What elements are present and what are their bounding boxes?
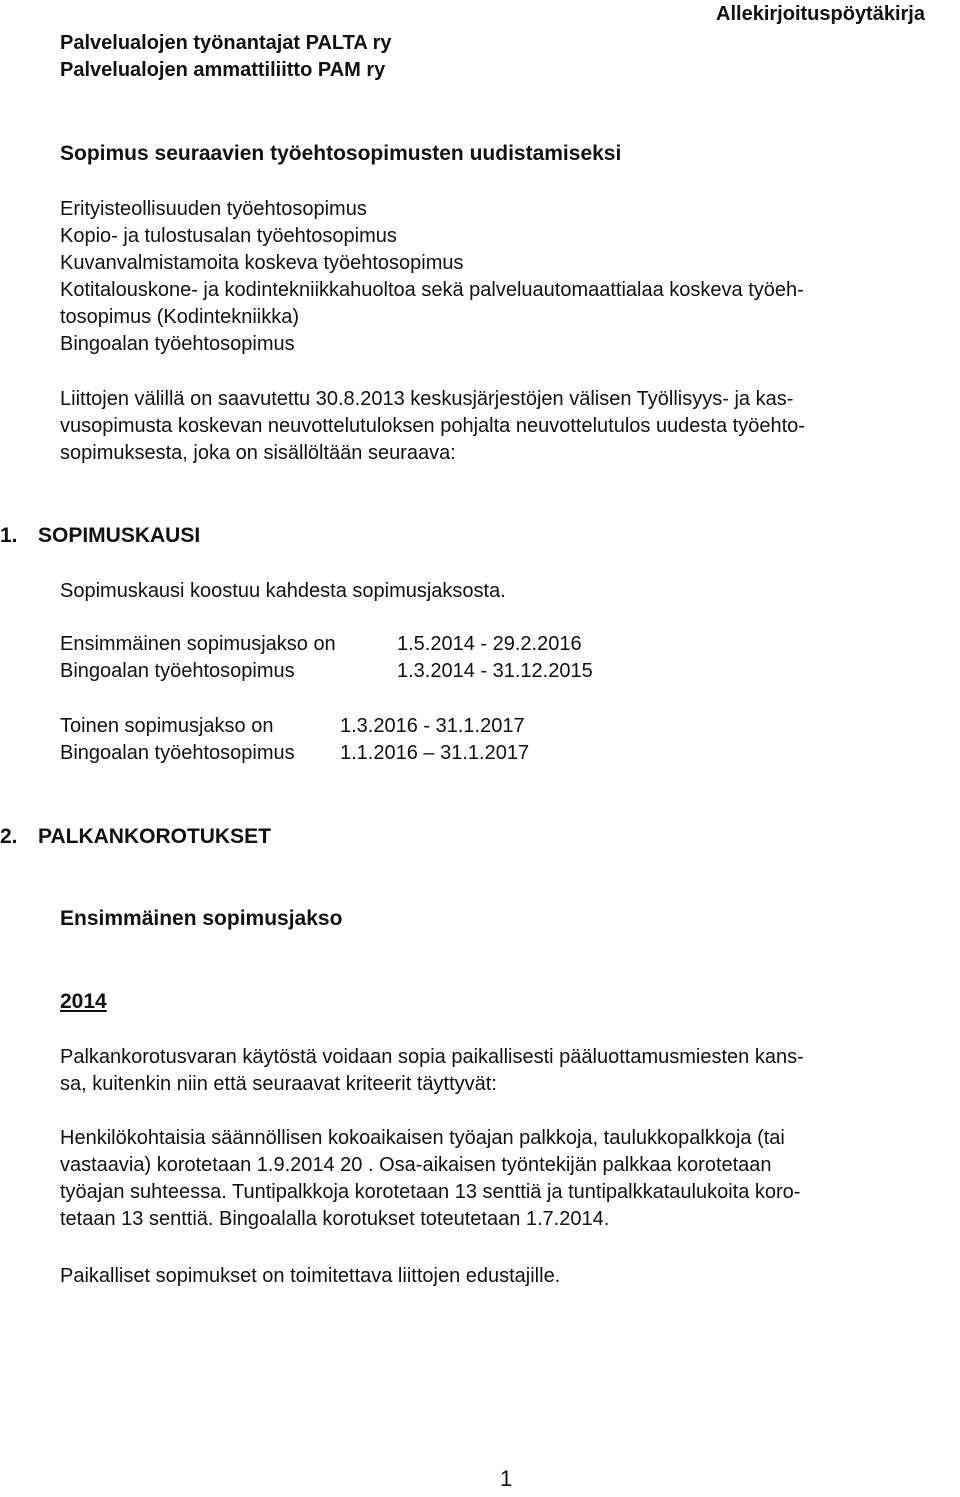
- agreement-item: Kuvanvalmistamoita koskeva työehtosopimus: [60, 252, 464, 274]
- paragraph-local-delivery: Paikalliset sopimukset on toimitettava liittojen edustajille.: [60, 1265, 561, 1287]
- section-title: PALKANKOROTUKSET: [38, 825, 271, 848]
- paragraph-line: Palkankorotusvaran käytöstä voidaan sopia paikallisesti pääluottamusmiesten kans-: [60, 1046, 804, 1068]
- bingo-dates: 1.1.2016 – 31.1.2017: [340, 742, 530, 764]
- agreement-item: Kopio- ja tulostusalan työehtosopimus: [60, 225, 397, 247]
- section-title: SOPIMUSKAUSI: [38, 524, 201, 547]
- intro-line: Liittojen välillä on saavutettu 30.8.2013 keskusjärjestöjen välisen Työllisyys- ja kas-: [60, 388, 794, 410]
- paragraph-line: työajan suhteessa. Tuntipalkkoja korotetaan 13 senttiä ja tuntipalkkataulukoita koro-: [60, 1181, 801, 1203]
- agreement-item: Bingoalan työehtosopimus: [60, 333, 295, 355]
- first-period-dates: 1.5.2014 - 29.2.2016: [397, 633, 582, 655]
- first-period-subheading: Ensimmäinen sopimusjakso: [60, 907, 343, 930]
- document-title: Sopimus seuraavien työehtosopimusten uudistamiseksi: [60, 142, 622, 165]
- paragraph-line: Henkilökohtaisia säännöllisen kokoaikaisen työajan palkkoja, taulukkopalkkoja (tai: [60, 1127, 785, 1149]
- agreement-item: Erityisteollisuuden työehtosopimus: [60, 198, 367, 220]
- document-type: Allekirjoituspöytäkirja: [716, 3, 925, 25]
- intro-line: sopimuksesta, joka on sisällöltään seuraava:: [60, 442, 456, 464]
- year-heading: 2014: [60, 990, 107, 1013]
- paragraph-line: vastaavia) korotetaan 1.9.2014 20 . Osa-aikaisen työntekijän palkkaa korotetaan: [60, 1154, 772, 1176]
- first-period-label: Ensimmäinen sopimusjakso on: [60, 633, 336, 655]
- paragraph-line: sa, kuitenkin niin että seuraavat kriteerit täyttyvät:: [60, 1073, 497, 1095]
- paragraph-line: tetaan 13 senttiä. Bingoalalla korotukset toteutetaan 1.7.2014.: [60, 1208, 610, 1230]
- page-number: 1: [500, 1466, 513, 1491]
- agreement-item: tosopimus (Kodintekniikka): [60, 306, 299, 328]
- section-number: 1.: [0, 524, 18, 547]
- section-2-heading: [0, 825, 271, 849]
- second-period-row: [60, 715, 525, 738]
- second-period-label: Toinen sopimusjakso on: [60, 715, 274, 737]
- agreement-item: Kotitalouskone- ja kodintekniikkahuoltoa sekä palveluautomaattialaa koskeva työeh-: [60, 279, 804, 301]
- bingo-dates: 1.3.2014 - 31.12.2015: [397, 660, 593, 682]
- second-period-dates: 1.3.2016 - 31.1.2017: [340, 715, 525, 737]
- organization-union: Palvelualojen ammattiliitto PAM ry: [60, 59, 386, 81]
- contract-period-description: Sopimuskausi koostuu kahdesta sopimusjaksosta.: [60, 580, 506, 602]
- first-period-row: [60, 633, 582, 656]
- section-number: 2.: [0, 825, 18, 848]
- second-period-bingo-row: [60, 742, 529, 765]
- bingo-label: Bingoalan työehtosopimus: [60, 660, 295, 682]
- organization-employer: Palvelualojen työnantajat PALTA ry: [60, 32, 392, 54]
- bingo-label: Bingoalan työehtosopimus: [60, 742, 295, 764]
- section-1-heading: [0, 524, 200, 548]
- first-period-bingo-row: [60, 660, 593, 683]
- intro-line: vusopimusta koskevan neuvottelutuloksen pohjalta neuvottelutulos uudesta työehto-: [60, 415, 805, 437]
